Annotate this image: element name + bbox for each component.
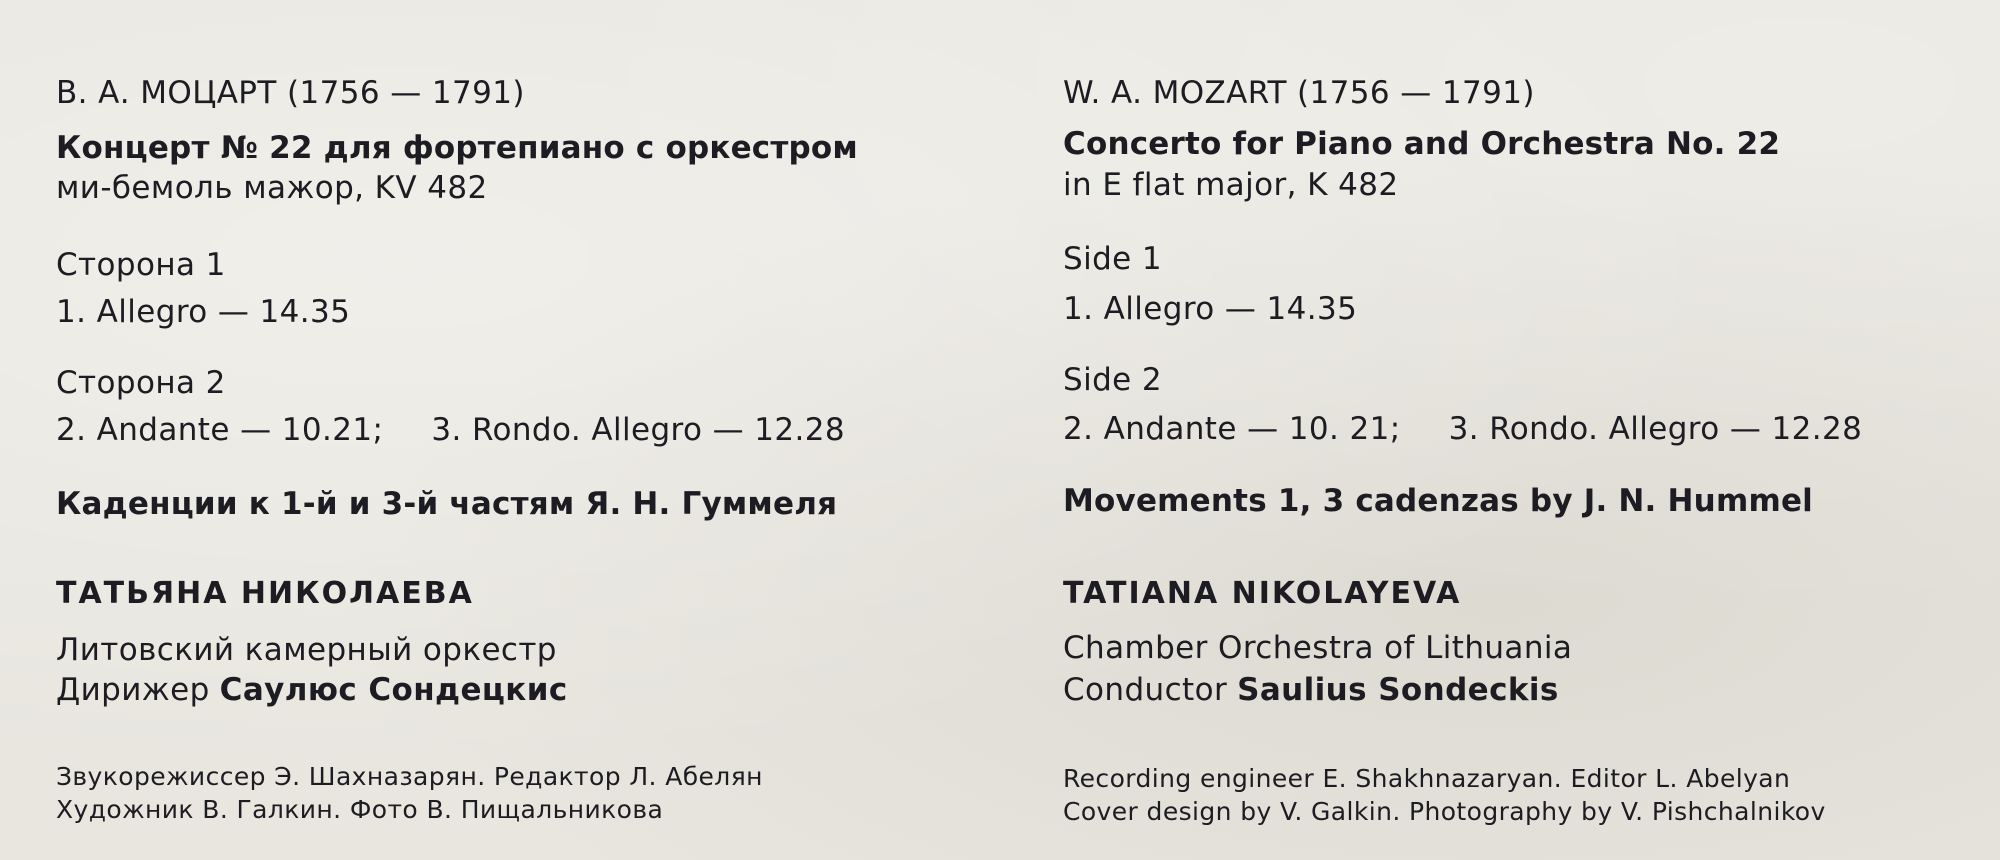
work-title-ru: Концерт № 22 для фортепиано с оркестром <box>56 130 858 166</box>
side2-track-rondo-en: 3. Rondo. Allegro — 12.28 <box>1448 411 1863 447</box>
orchestra-name-en: Chamber Orchestra of Lithuania <box>1063 630 1573 666</box>
work-key-ru: ми-бемоль мажор, KV 482 <box>56 170 488 206</box>
cadenzas-credit-en: Movements 1, 3 cadenzas by J. N. Hummel <box>1063 483 1813 519</box>
composer-heading-en: W. A. MOZART (1756 — 1791) <box>1063 75 1535 111</box>
production-credits-ru-1: Звукорежиссер Э. Шахназарян. Редактор Л. Абелян <box>56 762 763 791</box>
orchestra-name-ru: Литовский камерный оркестр <box>56 632 557 668</box>
production-credits-en-2: Cover design by V. Galkin. Photography by V. Pishchalnikov <box>1063 797 1826 826</box>
side1-heading-ru: Сторона 1 <box>56 247 226 283</box>
work-title-en: Concerto for Piano and Orchestra No. 22 <box>1063 126 1781 162</box>
cadenzas-credit-ru: Каденции к 1-й и 3-й частям Я. Н. Гуммеля <box>56 486 838 522</box>
soloist-name-en: TATIANA NIKOLAYEVA <box>1063 576 1462 611</box>
side2-tracks-ru <box>56 412 846 448</box>
side1-track-en: 1. Allegro — 14.35 <box>1063 291 1358 327</box>
conductor-line-ru <box>56 672 568 708</box>
conductor-line-en <box>1063 672 1559 708</box>
side2-track-rondo-ru: 3. Rondo. Allegro — 12.28 <box>431 412 846 448</box>
production-credits-ru-2: Художник В. Галкин. Фото В. Пищальникова <box>56 795 664 824</box>
side2-heading-ru: Сторона 2 <box>56 365 226 401</box>
side1-heading-en: Side 1 <box>1063 241 1163 277</box>
side1-track-ru: 1. Allegro — 14.35 <box>56 294 351 330</box>
soloist-name-ru: ТАТЬЯНА НИКОЛАЕВА <box>56 576 474 611</box>
side2-track-andante-ru: 2. Andante — 10.21; <box>56 412 384 448</box>
composer-heading-ru: В. А. МОЦАРТ (1756 — 1791) <box>56 75 525 111</box>
side2-tracks-en <box>1063 411 1863 447</box>
conductor-name-en: Saulius Sondeckis <box>1237 672 1559 708</box>
conductor-label-ru: Дирижер <box>56 672 210 708</box>
conductor-label-en: Conductor <box>1063 672 1228 708</box>
conductor-name-ru: Саулюс Сондецкис <box>219 672 568 708</box>
work-key-en: in E flat major, K 482 <box>1063 167 1399 203</box>
production-credits-en-1: Recording engineer E. Shakhnazaryan. Editor L. Abelyan <box>1063 764 1791 793</box>
side2-track-andante-en: 2. Andante — 10. 21; <box>1063 411 1401 447</box>
side2-heading-en: Side 2 <box>1063 362 1163 398</box>
